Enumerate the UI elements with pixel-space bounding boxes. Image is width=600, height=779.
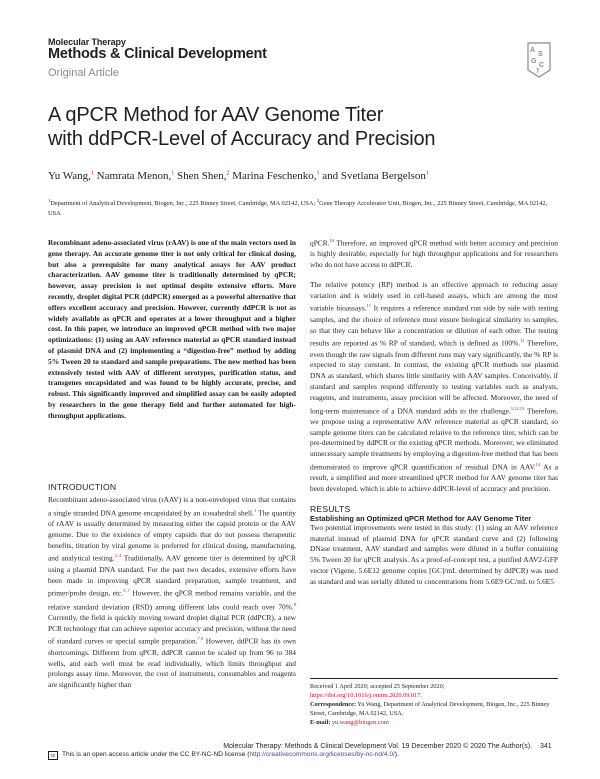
received-dates: Received 1 April 2020; accepted 25 September 2020; (310, 683, 445, 690)
svg-text:A: A (530, 47, 536, 54)
citation-ref[interactable]: 10 (329, 238, 335, 243)
author-list (48, 170, 568, 182)
citation-ref[interactable]: 8 (293, 601, 296, 607)
citation-ref[interactable]: 2–4 (114, 553, 122, 559)
author[interactable]: Namrata Menon,$^1$ (96, 170, 175, 182)
section-heading-results: RESULTS (310, 503, 351, 514)
left-column (48, 482, 296, 691)
license-text: This is an open access article under the CC BY-NC-ND license (http://creativecommons.org/licenses/by-nc-nd/4.0/). (62, 751, 399, 758)
author[interactable]: Shen Shen,$^2$ (176, 170, 230, 182)
article-title (48, 103, 568, 151)
abstract: Recombinant adeno-associated virus (rAAV) is one of the main vectors used in gene therapy. An accurate genome titer is not only critical for clinical dosing, but also a prerequisite for many analytical assays for AAV product characterization. AAV genome titer is traditionally determined by qPCR; however, assay precision is not optimal despite extensive efforts. More recently, droplet digital PCR (ddPCR) emerged as a powerful alternative that offers excellent accuracy and precision. However, currently ddPCR is not as widely available as qPCR and operates at a lower throughput and a higher cost. In this paper, we introduce an improved qPCR method with two major optimizations: (1) using an AAV reference material as qPCR standard instead of plasmid DNA and (2) implementing a “digestion-free” method by adding 5% Tween 20 to standard and sample preparations. The new method has been extensively tested with AAV of different serotypes, purification status, and transgenes encapsidated and was found to be highly accurate, precise, and robust. This significantly improved and simplified assay can be easily adopted by researchers in the gene therapy field and further automated for high-throughput applications. (48, 238, 296, 420)
title-line-2: with ddPCR-Level of Accuracy and Precision (48, 128, 436, 150)
affiliations: $^1$Department of Analytical Development, Biogen, Inc., 225 Binney Street, Cambridge, MA 02142, USA; $^2$Gene Therapy Accelerator Unit, Biogen, Inc., 225 Binney Street, Cambridge, MA 02142, USA (48, 198, 548, 218)
author[interactable]: Yu Wang,$^1$ (48, 170, 94, 182)
citation-ref[interactable]: 5,12,13 (510, 405, 525, 411)
section-heading-introduction: INTRODUCTION (48, 482, 117, 492)
body-paragraph: The relative potency (RP) method is an effective approach to reducing assay variation and is widely used in cell-based assays, which are among the most variable bioassays.$^{11}$ It requires a reference standard run side by side with testing samples, and the choice of reference must ensure biological similarity to samples, so that they can behave like a concentration or dilution of each other. The testing results are reported as % RP of standard, which is defined as 100%.$^{11}$ Therefore, even though the raw signals from different runs may vary significantly, the % RP is expected to stay constant. In contrast, the existing qPCR methods use plasmid DNA as standard, which shares little similarity with AAV samples. Conceivably, if standard and samples respond differently to testing variables such as analysts, reagents, and instruments, assay precision will be affected. Moreover, the need of long-term maintenance of a DNA standard adds to the challenge.$^{5,12,13}$ Therefore, we propose using a representative AAV reference material as qPCR standard, so sample genome titers can be calculated relative to the reference titer, which can be pre-determined by ddPCR or the existing qPCR methods. Moreover, we eliminated unnecessary sample treatments by employing a digestion-free method that has been demonstrated to improve qPCR quantification of residual DNA in AAV.$^{14}$ As a result, a simplified and more streamlined qPCR method for AAV genome titer has been developed, which is able to achieve ddPCR-level of accuracy and precision. (310, 279, 559, 494)
journal-name: Molecular Therapy (48, 37, 126, 47)
author[interactable]: Marina Feschenko,$^1$ (232, 170, 320, 182)
citation-ref[interactable]: 11 (520, 338, 525, 344)
correspondence: Correspondence: Yu Wang, Department of Analytical Development, Biogen, Inc., 225 Binney Street, Cambridge, MA 02142, USA. (310, 700, 550, 717)
svg-text:T: T (536, 69, 540, 75)
footer-citation: Molecular Therapy: Methods & Clinical Development Vol. 19 December 2020 © 2020 The Author(s). (223, 743, 532, 750)
citation-ref[interactable]: 1 (253, 507, 257, 513)
citation-ref[interactable]: 14 (535, 462, 541, 468)
asgct-logo-icon (524, 40, 554, 80)
article-info (310, 678, 558, 728)
email: E-mail: yu.wang@biogen.com (310, 718, 389, 726)
right-column (310, 236, 558, 588)
title-line-1: A qPCR Method for AAV Genome Titer (48, 104, 384, 126)
page-number: 341 (540, 743, 552, 750)
article-type: Original Article (48, 67, 119, 79)
results-paragraph: Two potential improvements were tested in this study: (1) using an AAV reference material instead of plasmid DNA for qPCR standard curve and (2) following DNase treatment, AAV standard and samples were diluted in a buffer containing 5% Tween 20 for qPCR analysis. As a proof-of-concept test, a purified AAV2-GFP vector (Vigene, 5.6E12 genome copies [GC]/mL determined by ddPCR) was used as standard and was serially diluted to concentrations from 5.6E9 GC/mL to 5.6E5 (310, 522, 558, 586)
license-link[interactable]: http://creativecommons.org/licenses/by-nc-nd/4.0/ (249, 751, 395, 758)
svg-text:G: G (531, 58, 537, 65)
introduction-paragraph: Recombinant adeno-associated virus (rAAV) is a non-enveloped virus that contains a single stranded DNA genome encapsidated by an icosahedral shell.$^1$ The quantity of rAAV is usually determined by measuring either the capsid protein or the AAV genome. Due to the existence of empty capsids that do not possess therapeutic benefits, titration by viral genome is preferred for clinical dosing, manufacturing, and analytical testing.$^{2-4}$ Traditionally, AAV genome titer is determined by qPCR using a plasmid DNA standard. For the past two decades, extensive efforts have been made in improving qPCR standard preparation, sample treatment, and primer/probe design, etc.$^{5-7}$ However, the qPCR method remains variable, and the relative standard deviation (RSD) among different labs could reach over 70%.$^8$ Currently, the field is quickly moving toward droplet digital PCR (ddPCR), a new PCR technology that can achieve superior accuracy and precision, without the need of standard curves or special sample preparation.$^{7,9}$ However, ddPCR has its own shortcomings. Different from qPCR, ddPCR cannot be scaled up from 96 to 384 wells, and each well must be read individually, which limits throughput and prolongs assay time. Moreover, the cost of instruments, consumables and reagents are significantly higher than (48, 495, 296, 690)
svg-text:C: C (539, 62, 545, 69)
journal-subtitle: Methods & Clinical Development (48, 46, 267, 62)
email-link[interactable]: yu.wang@biogen.com (330, 718, 389, 726)
cc-license-icon: cc (48, 751, 58, 760)
svg-text:S: S (538, 51, 543, 58)
citation-ref[interactable]: 5–7 (123, 588, 130, 594)
doi-link[interactable]: https://doi.org/10.1016/j.omtm.2020.09.017. (310, 691, 423, 699)
subsection-heading: Establishing an Optimized qPCR Method for AAV Genome Titer (310, 513, 532, 523)
author[interactable]: and Svetlana Bergelson$^1$ (322, 170, 429, 182)
citation-ref[interactable]: 11 (366, 303, 371, 309)
citation-ref[interactable]: 7,9 (197, 636, 204, 642)
body-paragraph: qPCR.$^{10}$ Therefore, an improved qPCR method with better accuracy and precision is highly desirable, especially for high throughput applications and for researchers who do not have access to ddPCR. (310, 238, 558, 270)
